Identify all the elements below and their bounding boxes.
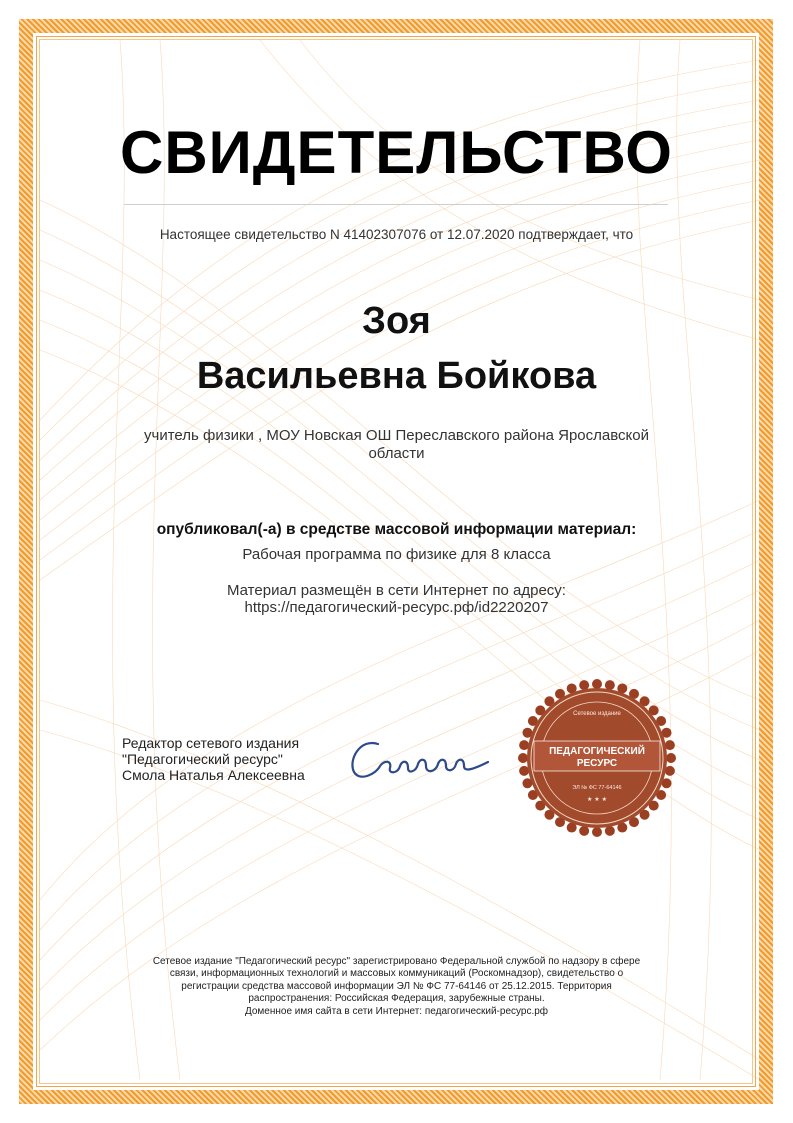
address-url: https://педагогический-ресурс.рф/id2220207 — [244, 599, 549, 616]
seal-main-line-1: ПЕДАГОГИЧЕСКИЙ — [549, 746, 645, 757]
seal-stars: ★ ★ ★ — [587, 796, 607, 803]
editor-line-3: Смола Наталья Алексеевна — [122, 767, 305, 783]
seal-top-text: Сетевое издание — [573, 711, 621, 717]
seal-edge-scallop — [579, 680, 589, 690]
title-divider — [124, 204, 668, 205]
editor-signature — [340, 730, 500, 790]
certificate-title: СВИДЕТЕЛЬСТВО — [120, 119, 673, 186]
seal-edge-scallop — [605, 680, 615, 690]
seal-edge-scallop — [665, 740, 675, 750]
seal-registration: ЭЛ № ФС 77-64146 — [572, 785, 622, 791]
seal-edge-scallop — [518, 753, 528, 763]
seal-edge-scallop — [519, 766, 529, 776]
recipient-position — [120, 427, 673, 463]
seal-main-line-2: РЕСУРС — [576, 758, 618, 769]
seal-edge-scallop — [666, 753, 676, 763]
footer-line-5: Доменное имя сайта в сети Интернет: педагогический-ресурс.рф — [244, 1005, 549, 1017]
footer-line-4: распространения: Российская Федерация, зарубежные страны. — [248, 993, 545, 1005]
seal-edge-scallop — [592, 679, 602, 689]
recipient-first-name: Зоя — [362, 300, 431, 342]
publisher-seal — [518, 679, 676, 837]
position-line-1: учитель физики , МОУ Новская ОШ Переславского района Ярославской — [144, 427, 649, 444]
published-label: опубликовал(-а) в средстве массовой информации материал: — [156, 521, 637, 538]
seal-edge-scallop — [519, 740, 529, 750]
footer-line-1: Сетевое издание "Педагогический ресурс" зарегистрировано Федеральной службой по надзору в сфере — [152, 956, 641, 967]
editor-line-2: "Педагогический ресурс" — [122, 751, 283, 767]
editor-line-1: Редактор сетевого издания — [122, 735, 300, 751]
seal-edge-scallop — [579, 826, 589, 836]
editor-block — [122, 735, 305, 783]
seal-edge-scallop — [665, 766, 675, 776]
footer-line-2: связи, информационных технологий и массовых коммуникаций (Роскомнадзор), свидетельство о — [169, 968, 624, 980]
seal-edge-scallop — [592, 827, 602, 837]
footer-line-3: регистрации средства массовой информации ЭЛ № ФС 77-64146 от 25.12.2015. Территория — [181, 980, 612, 992]
address-label: Материал размещён в сети Интернет по адресу: — [227, 582, 566, 599]
material-title: Рабочая программа по физике для 8 класса — [242, 546, 551, 563]
certificate-intro: Настоящее свидетельство N 41402307076 от 12.07.2020 подтверждает, что — [159, 227, 634, 242]
seal-edge-scallop — [605, 826, 615, 836]
registration-footer — [120, 956, 673, 1018]
recipient-last-name: Васильевна Бойкова — [196, 355, 597, 397]
position-line-2: области — [368, 445, 425, 462]
